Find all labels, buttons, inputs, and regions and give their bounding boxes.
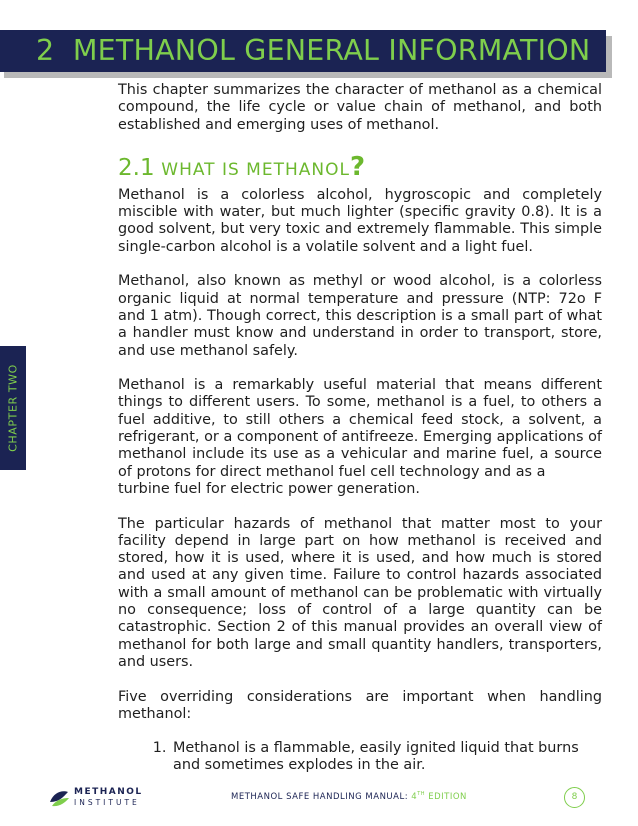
body-paragraph-3-text: Methanol is a remarkably useful material that means different things to different users. To some, methanol is a fuel, to others a fuel additive, to still others a chemical feed stock, a solvent, a refrigerant, or a component of antifreeze. Emerging applications of methanol include its use as a vehicular and marine fuel, a source of protons for direct methanol fuel cell technology and as a (118, 377, 602, 480)
body-paragraph-3 (118, 377, 602, 498)
body-paragraph-5: Five overriding considerations are important when handling methanol: (118, 688, 602, 722)
body-paragraph-4: The particular hazards of methanol that matter most to your facility depend in large part on how methanol is received and stored, how it is used, where it is used, and how much is stored and used at any given time. Failure to control hazards associated with a small amount of methanol can be problematic with virtually no consequence; loss of control of a large quantity can be catastrophic. Section 2 of this manual provides an overall view of methanol for both large and small quantity handlers, transporters, and users. (118, 515, 602, 670)
considerations-list (118, 740, 602, 775)
chapter-number: 2 (36, 34, 55, 67)
section-title: WHAT IS METHANOL (161, 159, 350, 180)
footer-edition-number: 4 (411, 791, 418, 802)
intro-paragraph: This chapter summarizes the character of methanol as a chemical compound, the life cycle or value chain of methanol, and both established and emerging uses of methanol. (118, 82, 602, 133)
section-heading (118, 151, 602, 183)
page-number: 8 (564, 787, 585, 808)
chapter-title (36, 34, 590, 67)
list-item: 1. Methanol is a flammable, easily ignited liquid that burns and sometimes explodes in the air. (171, 740, 602, 775)
chapter-banner (0, 30, 606, 72)
chapter-side-tab (0, 346, 26, 470)
chapter-title-text: METHANOL GENERAL INFORMATION (72, 34, 591, 67)
logo-text-methanol: METHANOL (74, 787, 143, 797)
footer-edition-word: EDITION (428, 791, 467, 802)
footer-manual-title (231, 791, 467, 802)
logo-text-institute: INSTITUTE (74, 798, 140, 807)
footer-edition (411, 792, 467, 802)
body-paragraph-1: Methanol is a colorless alcohol, hygroscopic and completely miscible with water, but much lighter (specific gravity 0.8). It is a good solvent, but very toxic and extremely flammable. This simple single-carbon alcohol is a volatile solvent and a light fuel. (118, 186, 602, 255)
body-paragraph-2: Methanol, also known as methyl or wood alcohol, is a colorless organic liquid at normal temperature and pressure (NTP: 72o F and 1 atm). Though correct, this description is a small part of what a handler must know and understand in order to transport, store, and use methanol safely. (118, 273, 602, 359)
chapter-side-label: CHAPTER TWO (6, 364, 20, 452)
footer-manual-name: METHANOL SAFE HANDLING MANUAL: (231, 791, 409, 802)
methanol-institute-logo (48, 787, 158, 811)
section-question-mark: ? (349, 151, 366, 182)
body-paragraph-3-tail: turbine fuel for electric power generation. (118, 480, 420, 497)
section-number: 2.1 (118, 154, 155, 181)
footer-edition-suffix: TH (417, 791, 426, 797)
logo-leaf-icon (48, 788, 70, 808)
page-content (118, 82, 602, 775)
